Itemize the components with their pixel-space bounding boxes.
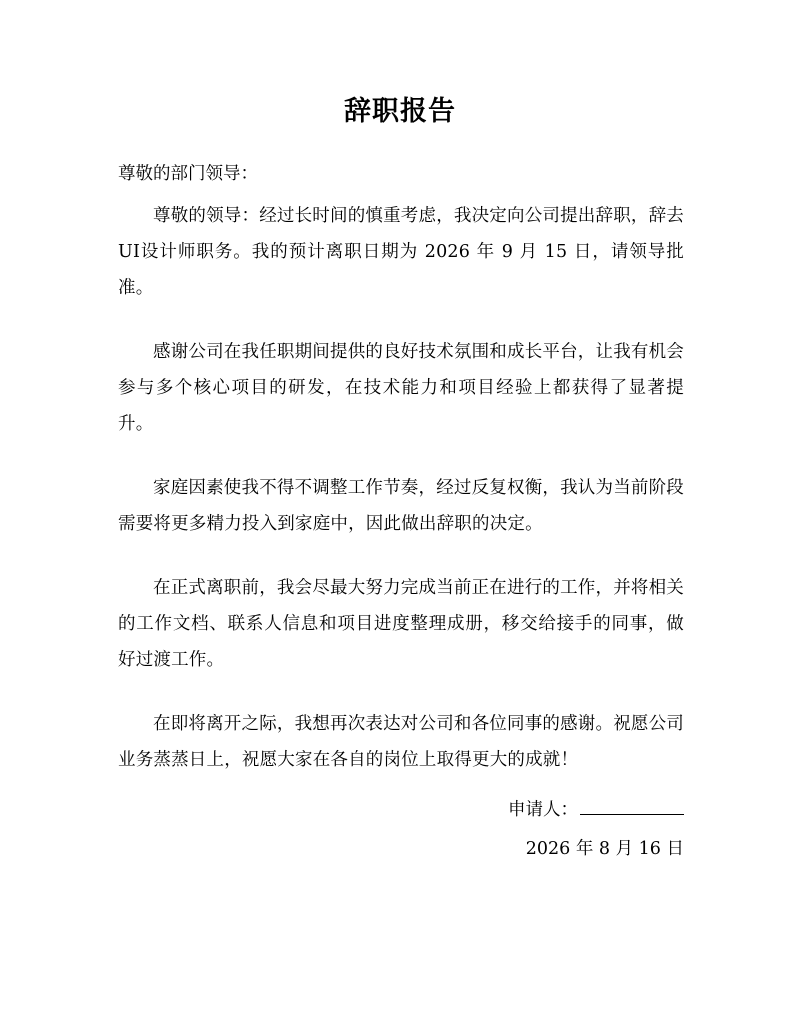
salutation: 尊敬的部门领导： [118, 164, 258, 184]
applicant-signature [508, 794, 684, 825]
letter-date: 2026 年 8 月 16 日 [525, 839, 684, 859]
letter-body [118, 198, 684, 806]
signature-line [580, 794, 684, 815]
paragraph-reason: 家庭因素使我不得不调整工作节奏，经过反复权衡，我认为当前阶段需要将更多精力投入到家庭中，因此做出辞职的决定。 [118, 478, 684, 534]
paragraph-handover: 在正式离职前，我会尽最大努力完成当前正在进行的工作，并将相关的工作文档、联系人信息和项目进度整理成册，移交给接手的同事，做好过渡工作。 [118, 578, 684, 670]
paragraph-thanks: 感谢公司在我任职期间提供的良好技术氛围和成长平台，让我有机会参与多个核心项目的研发，在技术能力和项目经验上都获得了显著提升。 [118, 342, 684, 434]
paragraph-decision: 尊敬的领导：经过长时间的慎重考虑，我决定向公司提出辞职，辞去UI设计师职务。我的预计离职日期为 2026 年 9 月 15 日，请领导批准。 [118, 206, 684, 298]
applicant-label: 申请人： [508, 800, 578, 820]
paragraph-closing: 在即将离开之际，我想再次表达对公司和各位同事的感谢。祝愿公司业务蒸蒸日上，祝愿大家在各自的岗位上取得更大的成就！ [118, 714, 684, 770]
document-title: 辞职报告 [344, 96, 456, 127]
